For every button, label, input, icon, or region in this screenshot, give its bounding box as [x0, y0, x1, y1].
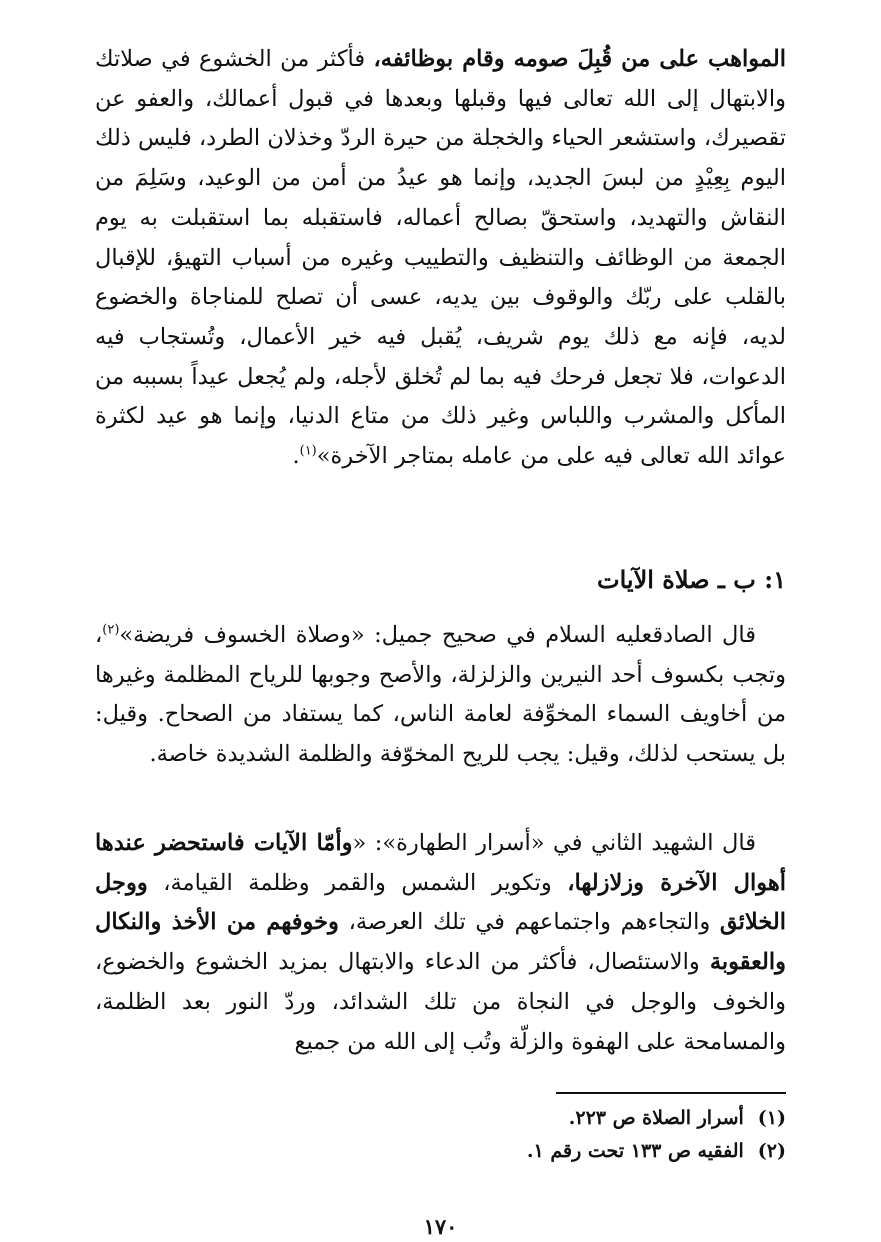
para3-bold-3: وخوفهم من الأخذ والنكال والعقوبة [95, 909, 786, 976]
para3-text-2: وتكوير الشمس والقمر وظلمة القيامة، [147, 869, 568, 896]
page [95, 40, 786, 1237]
paragraph-1 [95, 40, 786, 477]
para3-text-4: والاستئصال، فأكثر من الدعاء والابتهال بمزيد الخشوع والخضوع، والخوف والوجل في النجاة من تلك الشدائد، وردّ النور بعد الظلمة، والمسامحة على الهفوة والزلّة وتُب إلى الله من جميع [95, 949, 786, 1055]
para2-text-1: قال الصادقعليه السلام في صحيح جميل: «وصلاة الخسوف فريضة» [119, 622, 756, 648]
paragraph-3 [95, 824, 786, 1062]
footnote-text: الفقيه ص ١٣٣ تحت رقم ١. [526, 1140, 744, 1162]
footnotes-list [95, 1102, 786, 1168]
para1-text: فأكثر من الخشوع في صلاتك والابتهال إلى الله تعالى فيها وقبلها وبعدها في قبول أعمالك، والعفو عن تقصيرك، واستشعر الحياء والخجلة من حيرة الردّ وخذلان الطرد، فليس ذلك اليوم بِعِيْدٍ من لبسَ الجديد، وإنما هو عيدُ من أمن من الوعيد، وسَلِمَ من النقاش والتهديد، واستحقّ بصالح أعماله، فاستقبله بما استقبلت به يوم الجمعة من الوظائف والتنظيف والتطييب وغيره من أسباب التهيؤ، للإقبال بالقلب على ربّك والوقوف بين يديه، عسى أن تصلح للمناجاة والخضوع لديه، فإنه مع ذلك يوم شريف، يُقبل فيه خير الأعمال، وتُستجاب فيه الدعوات، فلا تجعل فرحك فيه بما لم تُخلق لأجله، ولم يُجعل عيداً بسببه من المأكل والمشرب واللباس وغير ذلك من متاع الدنيا، وإنما هو عيد لكثرة عوائد الله تعالى فيه على من عامله بمتاجر الآخرة» [95, 46, 786, 470]
para2-text-2: ، وتجب بكسوف أحد النيرين والزلزلة، والأصح وجوبها للرياح المظلمة وغيرها من أخاويف السماء المخوِّفة لعامة الناس، كما يستفاد من الصحاح. وقيل: بل يستحب لذلك، وقيل: يجب للريح المخوّفة والظلمة الشديدة خاصة. [95, 622, 786, 768]
para1-end: . [292, 443, 300, 470]
para3-bold-1: وأمّا الآيات فاستحضر عندها أهوال الآخرة وزلازلها، [95, 830, 786, 896]
para3-text-1: قال الشهيد الثاني في «أسرار الطهارة»: « [352, 830, 756, 856]
para3-bold-2: ووجل الخلائق [95, 869, 786, 936]
para1-bold-lead: المواهب على من قُبِلَ صومه وقام بوظائفه، [373, 46, 786, 72]
footnote-1 [95, 1102, 786, 1135]
section-heading: ١: ب ـ صلاة الآيات [596, 565, 786, 594]
footnote-divider [556, 1092, 786, 1094]
footnote-2 [95, 1135, 786, 1168]
footnote-text: أسرار الصلاة ص ٢٢٣. [568, 1107, 744, 1129]
para3-text-3: والتجاءهم واجتماعهم في تلك العرصة، [338, 909, 720, 936]
footnote-ref-2[interactable]: (٢) [102, 622, 120, 638]
footnote-ref-1[interactable]: (١) [299, 443, 317, 459]
page-number: ١٧٠ [423, 1214, 458, 1239]
footnote-number: (٢) [757, 1140, 786, 1162]
footnote-number: (١) [757, 1107, 786, 1129]
paragraph-2 [95, 616, 786, 775]
